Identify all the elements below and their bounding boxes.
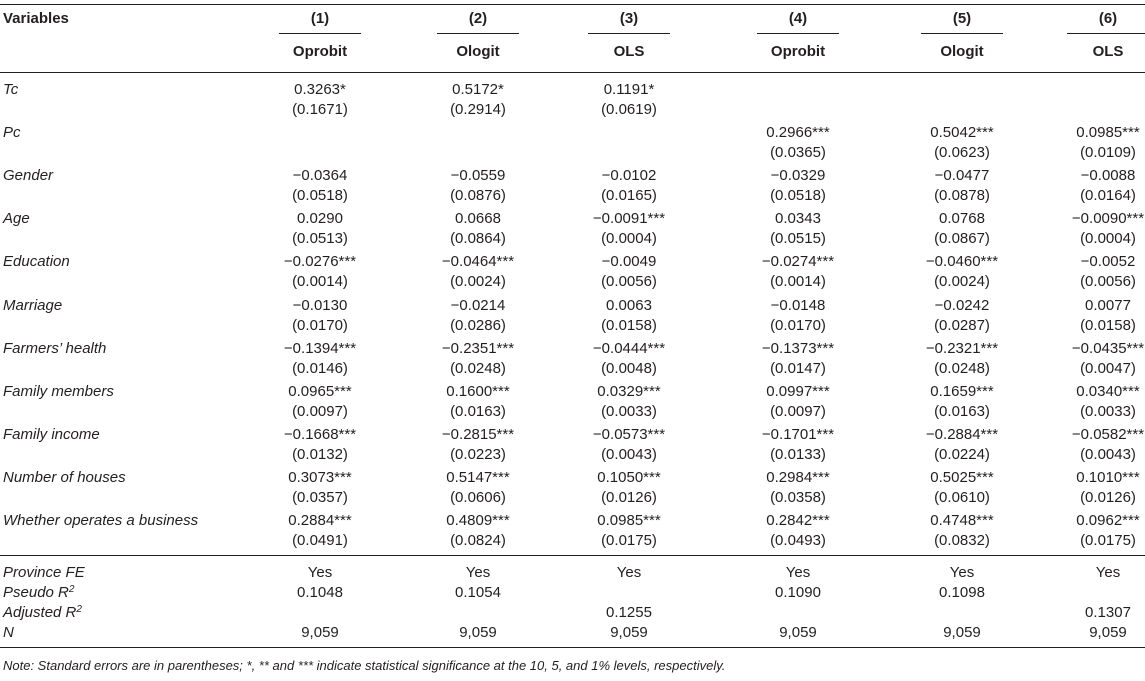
footer-value-cell: 0.1090 [775, 584, 821, 601]
column-number-1: (1) [310, 10, 330, 27]
table-bottom-rule [0, 647, 1145, 648]
variable-name: Whether operates a business [3, 512, 199, 529]
coefficient-cell: −0.0364 [292, 167, 348, 185]
standard-error-cell: (0.0619) [601, 101, 657, 118]
standard-error-cell: (0.0223) [450, 445, 506, 463]
standard-error-cell: (0.0824) [450, 532, 506, 549]
footer-value-cell: Yes [949, 564, 975, 581]
footer-label: N [3, 624, 14, 641]
footer-value-cell: 9,059 [1089, 624, 1127, 641]
standard-error-cell: (0.0056) [601, 273, 657, 291]
coefficient-cell: 0.1191* [603, 81, 655, 98]
coefficient-cell: −0.0274*** [761, 253, 835, 271]
variable-name: Farmers’ health [3, 339, 107, 357]
standard-error-cell: (0.0133) [770, 445, 826, 463]
coefficient-cell: −0.2884*** [925, 425, 999, 443]
column-underline-6 [1067, 33, 1145, 34]
column-method-3: OLS [613, 43, 645, 60]
standard-error-cell: (0.0623) [934, 144, 990, 162]
column-number-6: (6) [1098, 10, 1118, 27]
coefficient-cell: 0.0985*** [1076, 124, 1140, 142]
coefficient-cell: −0.1701*** [761, 425, 835, 443]
coefficient-cell: −0.0102 [601, 167, 657, 185]
coefficient-cell: 0.0962*** [1076, 512, 1140, 529]
footer-label: Pseudo $R^2$ [3, 584, 75, 601]
variable-name: Age [3, 210, 30, 228]
standard-error-cell: (0.0518) [770, 187, 826, 205]
variable-name: Education [3, 253, 70, 271]
coefficient-cell: 0.0668 [455, 210, 501, 228]
column-method-6: OLS [1092, 43, 1124, 60]
coefficient-cell: −0.1373*** [761, 339, 835, 357]
coefficient-cell: −0.0460*** [925, 253, 999, 271]
coefficient-cell: −0.0444*** [592, 339, 666, 357]
body-rule [0, 555, 1145, 556]
coefficient-cell: 0.1050*** [597, 468, 661, 486]
coefficient-cell: 0.3073*** [288, 468, 352, 486]
standard-error-cell: (0.0493) [770, 532, 826, 549]
column-number-3: (3) [619, 10, 639, 27]
coefficient-cell: −0.0091*** [592, 210, 666, 228]
coefficient-cell: −0.0276*** [283, 253, 357, 271]
coefficient-cell: 0.5025*** [930, 468, 994, 486]
coefficient-cell: 0.5042*** [930, 124, 994, 142]
coefficient-cell: 0.0077 [1085, 296, 1131, 314]
table-top-rule [0, 4, 1145, 5]
coefficient-cell: 0.4748*** [930, 512, 994, 529]
footer-value-cell: Yes [785, 564, 811, 581]
variable-name: Marriage [3, 296, 63, 314]
standard-error-cell: (0.0024) [450, 273, 506, 291]
coefficient-cell: 0.0965*** [288, 382, 352, 400]
variable-name: Gender [3, 167, 54, 185]
coefficient-cell: 0.0985*** [597, 512, 661, 529]
standard-error-cell: (0.0224) [934, 445, 990, 463]
coefficient-cell: −0.0435*** [1071, 339, 1145, 357]
standard-error-cell: (0.0365) [770, 144, 826, 162]
footer-label: Province FE [3, 564, 85, 581]
coefficient-cell: −0.0242 [934, 296, 990, 314]
coefficient-cell: −0.0049 [601, 253, 657, 271]
standard-error-cell: (0.0158) [1080, 316, 1136, 334]
standard-error-cell: (0.0357) [292, 488, 348, 506]
standard-error-cell: (0.0287) [934, 316, 990, 334]
standard-error-cell: (0.0043) [1080, 445, 1136, 463]
coefficient-cell: 0.0997*** [766, 382, 830, 400]
footer-value-cell: 9,059 [459, 624, 497, 641]
standard-error-cell: (0.0170) [292, 316, 348, 334]
coefficient-cell: 0.0063 [606, 296, 652, 314]
coefficient-cell: 0.1010*** [1076, 468, 1140, 486]
footer-value-cell: Yes [616, 564, 642, 581]
coefficient-cell: 0.2984*** [766, 468, 830, 486]
coefficient-cell: 0.3263* [294, 81, 346, 98]
coefficient-cell: −0.0090*** [1071, 210, 1145, 228]
standard-error-cell: (0.0109) [1080, 144, 1136, 162]
column-underline-5 [921, 33, 1003, 34]
standard-error-cell: (0.0164) [1080, 187, 1136, 205]
coefficient-cell: −0.0559 [450, 167, 506, 185]
standard-error-cell: (0.0004) [601, 230, 657, 248]
standard-error-cell: (0.0175) [1080, 532, 1136, 549]
standard-error-cell: (0.0097) [292, 402, 348, 420]
column-method-2: Ologit [456, 43, 500, 60]
standard-error-cell: (0.0165) [601, 187, 657, 205]
standard-error-cell: (0.0286) [450, 316, 506, 334]
standard-error-cell: (0.0043) [601, 445, 657, 463]
coefficient-cell: −0.0477 [934, 167, 990, 185]
coefficient-cell: 0.2884*** [288, 512, 352, 529]
standard-error-cell: (0.0832) [934, 532, 990, 549]
footer-value-cell: 0.1098 [939, 584, 985, 601]
standard-error-cell: (0.0014) [292, 273, 348, 291]
footer-value-cell: 9,059 [610, 624, 648, 641]
standard-error-cell: (0.0147) [770, 359, 826, 377]
column-method-5: Ologit [940, 43, 984, 60]
standard-error-cell: (0.0024) [934, 273, 990, 291]
standard-error-cell: (0.0158) [601, 316, 657, 334]
table-note: Note: Standard errors are in parentheses; *, ** and *** indicate statistical significance at the 10, 5, and 1% levels, respectively. [3, 658, 726, 673]
standard-error-cell: (0.0048) [601, 359, 657, 377]
standard-error-cell: (0.0097) [770, 402, 826, 420]
column-method-4: Oprobit [770, 43, 826, 60]
standard-error-cell: (0.0513) [292, 230, 348, 248]
standard-error-cell: (0.0248) [934, 359, 990, 377]
standard-error-cell: (0.0175) [601, 532, 657, 549]
column-number-4: (4) [788, 10, 808, 27]
coefficient-cell: −0.1394*** [283, 339, 357, 357]
standard-error-cell: (0.0876) [450, 187, 506, 205]
standard-error-cell: (0.0358) [770, 488, 826, 506]
coefficient-cell: 0.1659*** [930, 382, 994, 400]
coefficient-cell: 0.4809*** [446, 512, 510, 529]
header-rule [0, 72, 1145, 73]
standard-error-cell: (0.0518) [292, 187, 348, 205]
footer-label: Adjusted $R^2$ [3, 604, 82, 621]
coefficient-cell: −0.2815*** [441, 425, 515, 443]
coefficient-cell: 0.0340*** [1076, 382, 1140, 400]
column-underline-3 [588, 33, 670, 34]
footer-value-cell: 9,059 [943, 624, 981, 641]
footer-value-cell: 0.1054 [455, 584, 501, 601]
footer-value-cell: 9,059 [301, 624, 339, 641]
standard-error-cell: (0.0491) [292, 532, 348, 549]
standard-error-cell: (0.0146) [292, 359, 348, 377]
coefficient-cell: 0.2842*** [766, 512, 830, 529]
coefficient-cell: 0.0329*** [597, 382, 661, 400]
variable-name: Pc [3, 124, 21, 142]
standard-error-cell: (0.0056) [1080, 273, 1136, 291]
column-underline-4 [757, 33, 839, 34]
coefficient-cell: −0.0130 [292, 296, 348, 314]
variable-name: Tc [3, 81, 19, 98]
standard-error-cell: (0.0004) [1080, 230, 1136, 248]
column-number-2: (2) [468, 10, 488, 27]
coefficient-cell: 0.1600*** [446, 382, 510, 400]
coefficient-cell: 0.0290 [297, 210, 343, 228]
coefficient-cell: 0.5147*** [446, 468, 510, 486]
standard-error-cell: (0.0126) [601, 488, 657, 506]
column-underline-2 [437, 33, 519, 34]
standard-error-cell: (0.0170) [770, 316, 826, 334]
footer-value-cell: Yes [465, 564, 491, 581]
column-method-1: Oprobit [292, 43, 348, 60]
standard-error-cell: (0.0014) [770, 273, 826, 291]
coefficient-cell: −0.0464*** [441, 253, 515, 271]
coefficient-cell: −0.0214 [450, 296, 506, 314]
standard-error-cell: (0.0610) [934, 488, 990, 506]
coefficient-cell: −0.0148 [770, 296, 826, 314]
standard-error-cell: (0.0126) [1080, 488, 1136, 506]
coefficient-cell: 0.5172* [452, 81, 504, 98]
coefficient-cell: −0.1668*** [283, 425, 357, 443]
variable-name: Family income [3, 425, 100, 443]
variable-name: Family members [3, 382, 114, 400]
standard-error-cell: (0.0864) [450, 230, 506, 248]
standard-error-cell: (0.0867) [934, 230, 990, 248]
standard-error-cell: (0.0515) [770, 230, 826, 248]
coefficient-cell: 0.0343 [775, 210, 821, 228]
standard-error-cell: (0.0132) [292, 445, 348, 463]
footer-value-cell: 0.1307 [1085, 604, 1131, 621]
coefficient-cell: −0.0329 [770, 167, 826, 185]
coefficient-cell: −0.0573*** [592, 425, 666, 443]
standard-error-cell: (0.0606) [450, 488, 506, 506]
standard-error-cell: (0.0033) [1080, 402, 1136, 420]
column-underline-1 [279, 33, 361, 34]
coefficient-cell: −0.0088 [1080, 167, 1136, 185]
standard-error-cell: (0.0033) [601, 402, 657, 420]
variables-header: Variables [3, 10, 69, 27]
variable-name: Number of houses [3, 468, 126, 486]
coefficient-cell: 0.0768 [939, 210, 985, 228]
standard-error-cell: (0.0248) [450, 359, 506, 377]
coefficient-cell: −0.0052 [1080, 253, 1136, 271]
coefficient-cell: −0.2321*** [925, 339, 999, 357]
standard-error-cell: (0.1671) [292, 101, 348, 118]
footer-value-cell: Yes [307, 564, 333, 581]
footer-value-cell: 0.1048 [297, 584, 343, 601]
coefficient-cell: −0.0582*** [1071, 425, 1145, 443]
footer-value-cell: Yes [1095, 564, 1121, 581]
standard-error-cell: (0.0163) [450, 402, 506, 420]
standard-error-cell: (0.0163) [934, 402, 990, 420]
column-number-5: (5) [952, 10, 972, 27]
coefficient-cell: −0.2351*** [441, 339, 515, 357]
footer-value-cell: 9,059 [779, 624, 817, 641]
standard-error-cell: (0.0047) [1080, 359, 1136, 377]
coefficient-cell: 0.2966*** [766, 124, 830, 142]
standard-error-cell: (0.2914) [450, 101, 506, 118]
standard-error-cell: (0.0878) [934, 187, 990, 205]
footer-value-cell: 0.1255 [606, 604, 652, 621]
